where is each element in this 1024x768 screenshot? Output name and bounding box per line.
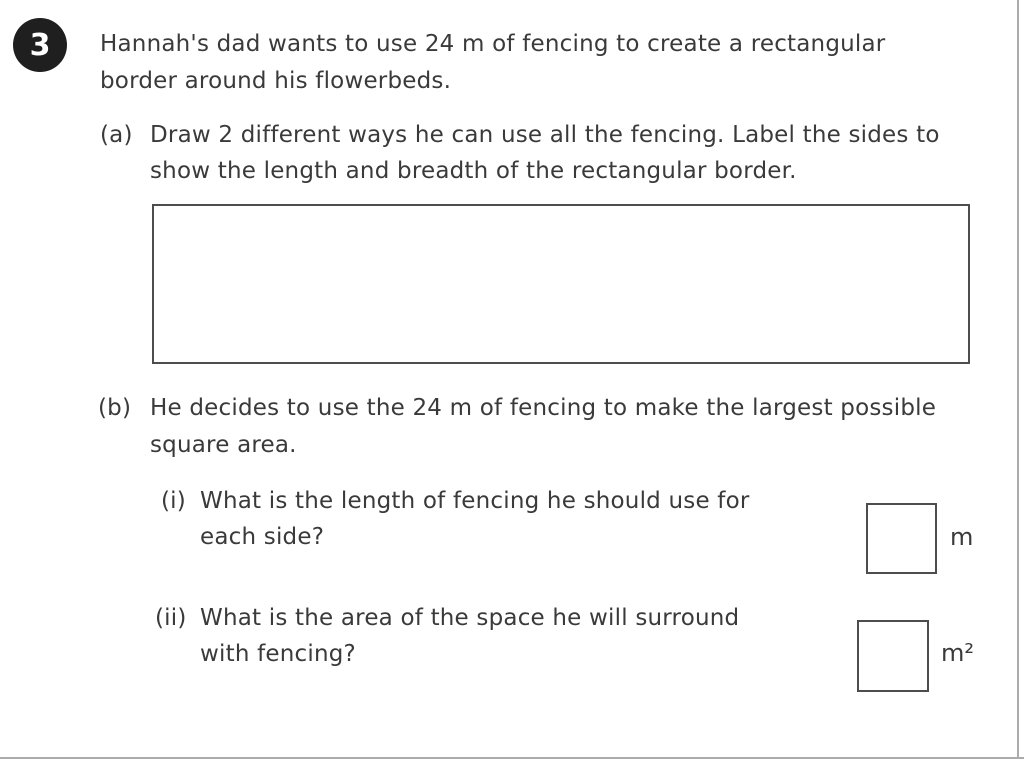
part-a-line-1: Draw 2 different ways he can use all the fencing. Label the sides to bbox=[150, 122, 940, 148]
question-intro-line-2: border around his flowerbeds. bbox=[100, 68, 452, 94]
part-b-i-line-1: What is the length of fencing he should use for bbox=[200, 488, 750, 514]
part-b-ii-line-2: with fencing? bbox=[200, 641, 356, 667]
length-answer-box[interactable] bbox=[866, 503, 937, 574]
part-b-i-label: (i) bbox=[161, 488, 186, 514]
question-number-badge bbox=[13, 18, 67, 72]
part-b-label: (b) bbox=[98, 395, 132, 421]
page-edge-right bbox=[1017, 0, 1019, 759]
part-b-line-1: He decides to use the 24 m of fencing to make the largest possible bbox=[150, 395, 937, 421]
length-unit-label: m bbox=[950, 523, 974, 551]
part-b-ii-label: (ii) bbox=[155, 605, 187, 631]
part-b-ii-line-1: What is the area of the space he will surround bbox=[200, 605, 740, 631]
page-edge-bottom bbox=[0, 757, 1024, 759]
part-b-line-2: square area. bbox=[150, 432, 297, 458]
area-unit-label: m² bbox=[941, 639, 974, 667]
part-a-line-2: show the length and breadth of the rectangular border. bbox=[150, 158, 797, 184]
part-a-label: (a) bbox=[100, 122, 133, 148]
area-answer-box[interactable] bbox=[857, 620, 929, 692]
question-intro-line-1: Hannah's dad wants to use 24 m of fencing to create a rectangular bbox=[100, 31, 886, 57]
question-number: 3 bbox=[29, 27, 51, 63]
drawing-answer-box[interactable] bbox=[152, 204, 970, 364]
part-b-i-line-2: each side? bbox=[200, 524, 325, 550]
